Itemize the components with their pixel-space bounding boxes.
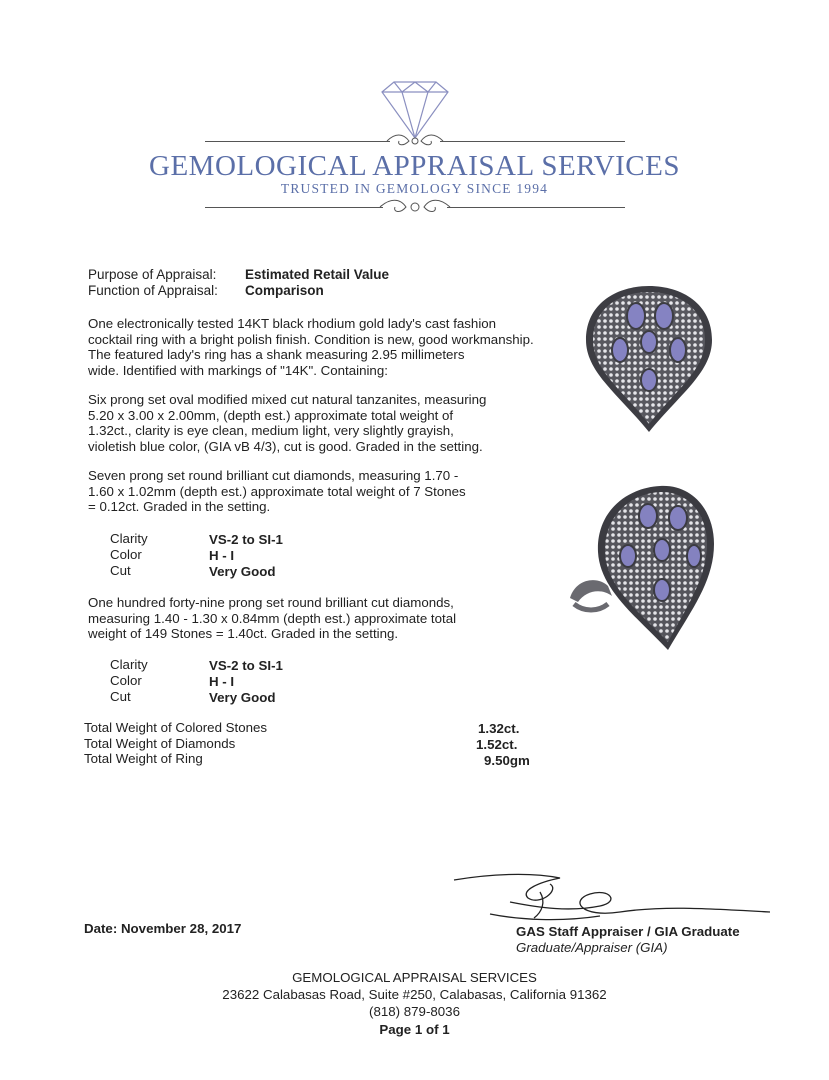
appraiser-subtitle: Graduate/Appraiser (GIA)	[516, 940, 668, 955]
ring-description	[88, 316, 558, 378]
description-line: One electronically tested 14KT black rhodium gold lady's cast fashion	[88, 316, 497, 331]
grade-value-color: H - I	[209, 674, 235, 689]
footer-org: GEMOLOGICAL APPRAISAL SERVICES	[292, 970, 537, 985]
tanzanite-line: violetish blue color, (GIA vB 4/3), cut is good. Graded in the setting.	[88, 438, 483, 454]
total-value-colored-stones: 1.32ct.	[478, 721, 520, 736]
function-value: Comparison	[245, 283, 324, 298]
grade-label-cut: Cut	[110, 689, 131, 704]
grade-label-cut: Cut	[110, 563, 131, 578]
purpose-value: Estimated Retail Value	[245, 267, 390, 282]
header-rule-bottom-right	[447, 207, 625, 208]
appraiser-signature-image	[450, 868, 780, 928]
tanzanite-description	[88, 392, 558, 454]
grade-value-clarity: VS-2 to SI-1	[209, 532, 283, 547]
diamonds-group-1-description	[88, 468, 558, 515]
diamond-line: weight of 149 Stones = 1.40ct. Graded in the setting.	[88, 626, 399, 642]
org-title: GEMOLOGICAL APPRAISAL SERVICES	[149, 150, 680, 182]
diamond-line: One hundred forty-nine prong set round brilliant cut diamonds,	[88, 595, 454, 610]
diamond-line: Seven prong set round brilliant cut diamonds, measuring 1.70 -	[88, 468, 459, 483]
scroll-ornament-icon	[378, 198, 452, 216]
grade-label-clarity: Clarity	[110, 531, 148, 546]
org-tagline: TRUSTED IN GEMOLOGY SINCE 1994	[280, 181, 549, 196]
total-label-ring: Total Weight of Ring	[84, 751, 203, 766]
total-label-diamonds: Total Weight of Diamonds	[84, 736, 236, 751]
diamond-logo-icon	[372, 80, 458, 140]
footer-phone: (818) 879-8036	[369, 1004, 460, 1019]
footer-address: 23622 Calabasas Road, Suite #250, Calabasas, California 91362	[222, 987, 607, 1002]
header-rule-top-right	[440, 141, 625, 142]
total-value-ring: 9.50gm	[484, 753, 530, 768]
grade-value-cut: Very Good	[209, 564, 276, 579]
grade-value-clarity: VS-2 to SI-1	[209, 658, 283, 673]
diamond-line: measuring 1.40 - 1.30 x 0.84mm (depth est.) approximate total	[88, 610, 457, 626]
appraiser-title: GAS Staff Appraiser / GIA Graduate	[516, 924, 740, 939]
description-line: wide. Identified with markings of "14K". Containing:	[88, 362, 388, 378]
tanzanite-line: 1.32ct., clarity is eye clean, medium light, very slightly grayish,	[88, 423, 454, 439]
header-rule-top-left	[205, 141, 390, 142]
purpose-label: Purpose of Appraisal:	[88, 267, 217, 282]
function-label: Function of Appraisal:	[88, 283, 218, 298]
grade-label-clarity: Clarity	[110, 657, 148, 672]
ring-top-view-image	[578, 282, 720, 434]
grade-value-color: H - I	[209, 548, 235, 563]
tanzanite-line: 5.20 x 3.00 x 2.00mm, (depth est.) approximate total weight of	[88, 407, 454, 423]
diamonds-group-2-description	[88, 595, 558, 642]
diamond-line: 1.60 x 1.02mm (depth est.) approximate total weight of 7 Stones	[88, 483, 466, 499]
appraisal-date: Date: November 28, 2017	[84, 921, 242, 936]
page-number: Page 1 of 1	[379, 1022, 450, 1037]
tanzanite-line: Six prong set oval modified mixed cut natural tanzanites, measuring	[88, 392, 487, 407]
description-line: cocktail ring with a bright polish finish. Condition is new, good workmanship.	[88, 331, 534, 347]
description-line: The featured lady's ring has a shank measuring 2.95 millimeters	[88, 347, 465, 363]
grade-label-color: Color	[110, 547, 142, 562]
total-value-diamonds: 1.52ct.	[476, 737, 518, 752]
grade-value-cut: Very Good	[209, 690, 276, 705]
ring-angled-view-image	[568, 478, 718, 653]
scroll-ornament-icon	[385, 133, 445, 149]
grade-label-color: Color	[110, 673, 142, 688]
header-rule-bottom-left	[205, 207, 383, 208]
diamond-line: = 0.12ct. Graded in the setting.	[88, 499, 271, 515]
total-label-colored-stones: Total Weight of Colored Stones	[84, 720, 268, 735]
